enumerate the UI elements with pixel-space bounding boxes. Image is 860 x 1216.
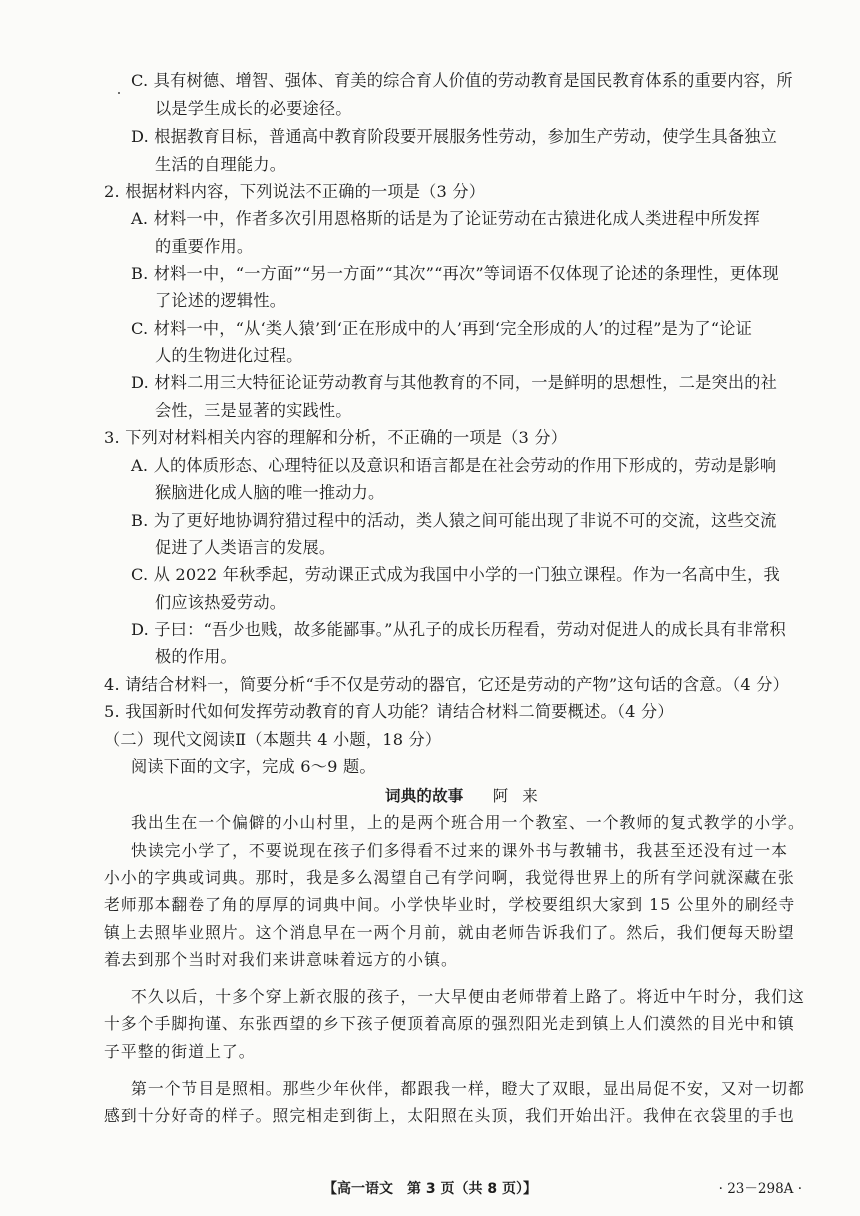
q3-option-d-line2: 极的作用。 — [155, 647, 237, 666]
q1-option-d-line2: 生活的自理能力。 — [155, 155, 287, 174]
section-heading: （二）现代文阅读Ⅱ（本题共 4 小题，18 分） — [104, 730, 442, 749]
scan-speck — [118, 92, 120, 94]
reading-instruction: 阅读下面的文字，完成 6～9 题。 — [131, 757, 376, 776]
passage-line: 老师那本翻卷了角的厚厚的词典中间。小学快毕业时，学校要组织大家到 15 公里外的刷经寺 — [104, 895, 796, 914]
passage-line: 感到十分好奇的样子。照完相走到街上，太阳照在头顶，我们开始出汗。我伸在衣袋里的手也 — [104, 1106, 795, 1125]
passage-title: 词典的故事 — [385, 787, 464, 805]
q1-option-c-line2: 以是学生成长的必要途径。 — [155, 99, 352, 118]
passage-line: 着去到那个当时对我们来讲意味着远方的小镇。 — [104, 950, 458, 969]
question-2-stem: 2. 根据材料内容，下列说法不正确的一项是（3 分） — [104, 182, 486, 201]
passage-line: 子平整的街道上了。 — [104, 1042, 256, 1061]
q2-option-c-line2: 人的生物进化过程。 — [155, 346, 303, 365]
question-5: 5. 我国新时代如何发挥劳动教育的育人功能？请结合材料二简要概述。（4 分） — [104, 702, 674, 721]
q3-option-c-line1: C. 从 2022 年秋季起，劳动课正式成为我国中小学的一门独立课程。作为一名高中生，我 — [131, 565, 780, 584]
q2-option-a-line1: A. 材料一中，作者多次引用恩格斯的话是为了论证劳动在古猿进化成人类进程中所发挥 — [131, 209, 760, 228]
passage-author: 阿来 — [492, 787, 552, 805]
q3-option-d-line1: D. 子曰：“吾少也贱，故多能鄙事。”从孔子的成长历程看，劳动对促进人的成长具有非常积 — [131, 620, 786, 639]
passage-line: 不久以后，十多个穿上新衣服的孩子，一大早便由老师带着上路了。将近中午时分，我们这 — [131, 987, 805, 1006]
q2-option-a-line2: 的重要作用。 — [155, 237, 254, 256]
passage-line: 第一个节目是照相。那些少年伙伴，都跟我一样，瞪大了双眼，显出局促不安，又对一切都 — [131, 1079, 805, 1098]
page-number-label: 【高一语文 第 3 页（共 8 页）】 — [323, 1181, 537, 1197]
q2-option-d-line2: 会性，三是显著的实践性。 — [155, 401, 352, 420]
q2-option-b-line2: 了论述的逻辑性。 — [155, 291, 287, 310]
passage-line: 我出生在一个偏僻的小山村里，上的是两个班合用一个教室、一个教师的复式教学的小学。 — [131, 813, 805, 832]
q2-option-d-line1: D. 材料二用三大特征论证劳动教育与其他教育的不同，一是鲜明的思想性，二是突出的社 — [131, 373, 778, 392]
q1-option-d-line1: D. 根据教育目标，普通高中教育阶段要开展服务性劳动，参加生产劳动，使学生具备独立 — [131, 127, 778, 146]
passage-line: 快读完小学了，不要说现在孩子们多得看不过来的课外书与教辅书，我甚至还没有过一本 — [131, 841, 789, 860]
q1-option-c-line1: C. 具有树德、增智、强体、育美的综合育人价值的劳动教育是国民教育体系的重要内容，所 — [131, 71, 793, 90]
passage-line: 小小的字典或词典。那时，我是多么渴望自己有学问啊，我觉得世界上的所有学问就深藏在张 — [104, 868, 795, 887]
q3-option-b-line2: 促进了人类语言的发展。 — [155, 538, 336, 557]
q2-option-c-line1: C. 材料一中，“从‘类人猿’到‘正在形成中的人’再到‘完全形成的人’的过程”是为了“论证 — [131, 319, 752, 338]
q3-option-a-line2: 猴脑进化成人脑的唯一推动力。 — [155, 483, 385, 502]
q2-option-b-line1: B. 材料一中，“一方面”“另一方面”“其次”“再次”等词语不仅体现了论述的条理性，更体现 — [131, 264, 779, 283]
question-3-stem: 3. 下列对材料相关内容的理解和分析，不正确的一项是（3 分） — [104, 428, 568, 447]
q3-option-b-line1: B. 为了更好地协调狩猎过程中的活动，类人猿之间可能出现了非说不可的交流，这些交流 — [131, 511, 777, 530]
q3-option-a-line1: A. 人的体质形态、心理特征以及意识和语言都是在社会劳动的作用下形成的，劳动是影响 — [131, 456, 777, 475]
exam-code: · 23－298A · — [718, 1181, 802, 1197]
passage-title-line — [385, 785, 552, 807]
q3-option-c-line2: 们应该热爱劳动。 — [155, 593, 287, 612]
passage-line: 镇上去照毕业照片。这个消息早在一两个月前，就由老师告诉我们了。然后，我们便每天盼望 — [104, 923, 795, 942]
passage-line: 十多个手脚拘谨、东张西望的乡下孩子便顶着高原的强烈阳光走到镇上人们漠然的目光中和镇 — [104, 1014, 795, 1033]
page-footer — [0, 1178, 860, 1200]
question-4: 4. 请结合材料一，简要分析“手不仅是劳动的器官，它还是劳动的产物”这句话的含意。（4 分） — [104, 675, 789, 694]
